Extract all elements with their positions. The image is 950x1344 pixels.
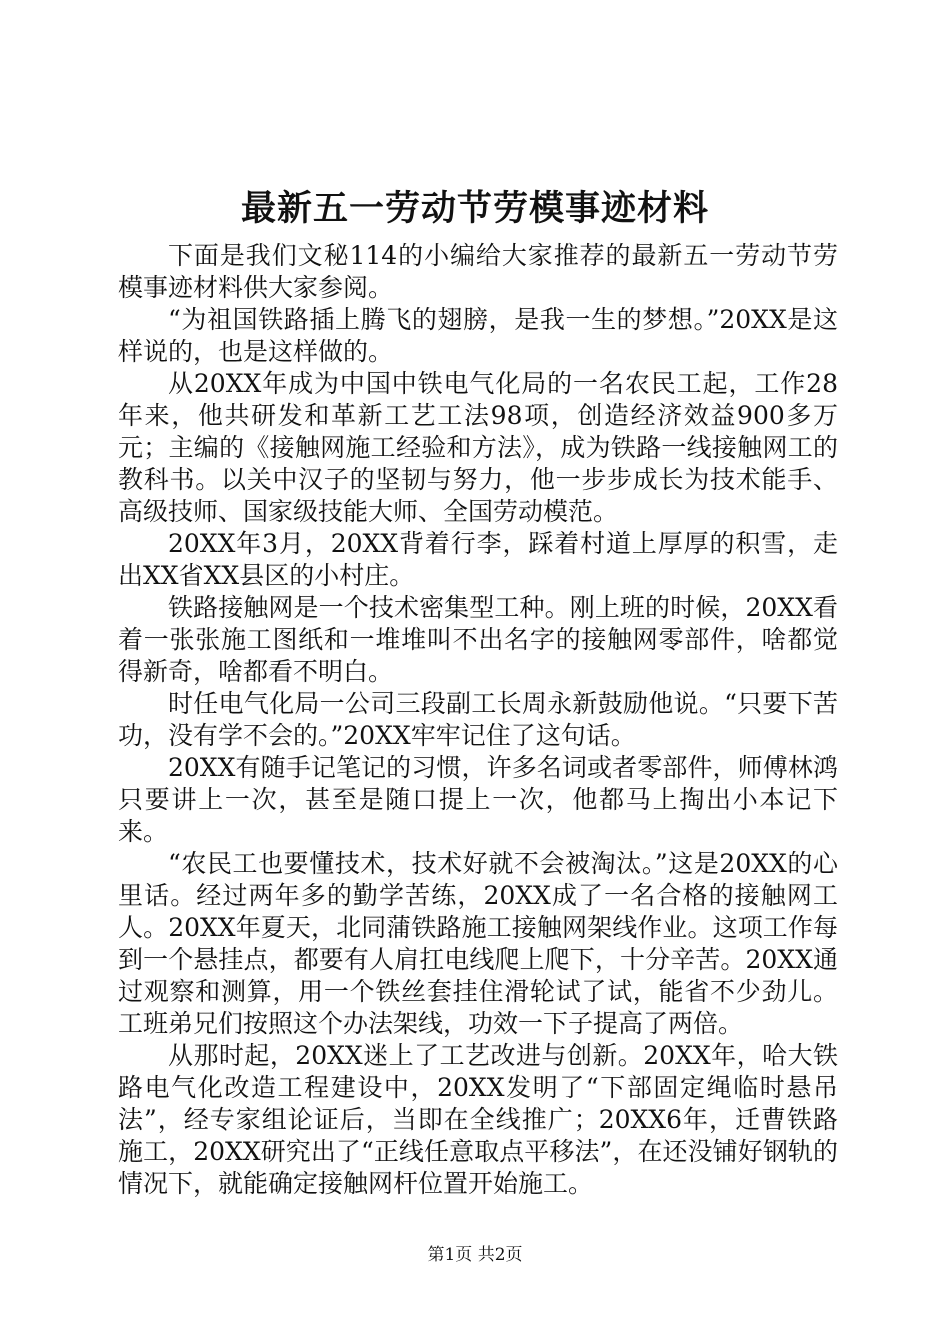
paragraph-note-taking: 20XX有随手记笔记的习惯，许多名词或者零部件，师傅林鸿只要讲上一次，甚至是随口提上一次，他都马上掏出小本记下来。 <box>118 753 838 846</box>
paragraph-encouragement: 时任电气化局一公司三段副工长周永新鼓励他说。“只要下苦功，没有学不会的。”20XX牢牢记住了这句话。 <box>118 689 838 750</box>
paragraph-career-summary: 从20XX年成为中国中铁电气化局的一名农民工起，工作28年来，他共研发和革新工艺工法98项，创造经济效益900多万元；主编的《接触网施工经验和方法》，成为铁路一线接触网工的教科书。以关中汉子的坚韧与努力，他一步步成长为技术能手、高级技师、国家级技能大师、全国劳动模范。 <box>118 369 838 526</box>
document-body <box>118 240 838 1200</box>
document-title: 最新五一劳动节劳模事迹材料 <box>240 188 709 229</box>
paragraph-intro: 下面是我们文秘114的小编给大家推荐的最新五一劳动节劳模事迹材料供大家参阅。 <box>118 241 838 302</box>
paragraph-dream-quote: “为祖国铁路插上腾飞的翅膀，是我一生的梦想。”20XX是这样说的，也是这样做的。 <box>118 305 838 366</box>
paragraph-innovation: 从那时起，20XX迷上了工艺改进与创新。20XX年，哈大铁路电气化改造工程建设中，20XX发明了“下部固定绳临时悬吊法”，经专家组论证后，当即在全线推广；20XX6年，迁曹铁路施工，20XX研究出了“正线任意取点平移法”，在还没铺好钢轨的情况下，就能确定接触网杆位置开始施工。 <box>118 1041 838 1198</box>
paragraph-leaving-village: 20XX年3月，20XX背着行李，踩着村道上厚厚的积雪，走出XX省XX县区的小村庄。 <box>118 529 838 590</box>
page-footer: 第1页 共2页 <box>427 1245 523 1265</box>
paragraph-learning-technique: “农民工也要懂技术，技术好就不会被淘汰。”这是20XX的心里话。经过两年多的勤学苦练，20XX成了一名合格的接触网工人。20XX年夏天，北同蒲铁路施工接触网架线作业。这项工作每到一个悬挂点，都要有人肩扛电线爬上爬下，十分辛苦。20XX通过观察和测算，用一个铁丝套挂住滑轮试了试，能省不少劲儿。工班弟兄们按照这个办法架线，功效一下子提高了两倍。 <box>118 849 838 1038</box>
paragraph-first-job: 铁路接触网是一个技术密集型工种。刚上班的时候，20XX看着一张张施工图纸和一堆堆叫不出名字的接触网零部件，啥都觉得新奇，啥都看不明白。 <box>118 593 838 686</box>
